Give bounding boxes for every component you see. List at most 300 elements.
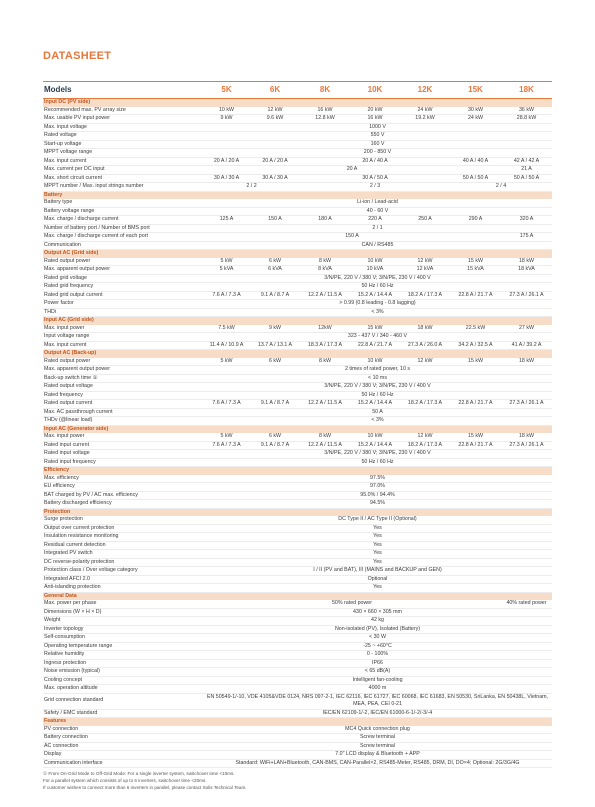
spec-row <box>43 751 552 760</box>
spec-value: 2 / 4 <box>450 183 552 192</box>
spec-value: < 30 W <box>203 634 552 643</box>
spec-value: 15 kW <box>450 258 501 266</box>
spec-label: Rated grid frequency <box>43 283 203 292</box>
spec-value: 18 kW <box>501 433 552 441</box>
spec-label: BAT charged by PV / AC max. efficiency <box>43 491 203 500</box>
section-title: Protection <box>43 508 552 516</box>
spec-label: Rated input voltage <box>43 450 203 459</box>
spec-label: Max. input power <box>43 325 203 333</box>
spec-value: 97.5% <box>203 475 552 483</box>
section-header-row <box>43 317 552 325</box>
spec-value: EN 50549-1/-10, VDE 4105&VDE 0124, NRS 097-2-1, IEC 62116, IEC 61727, IEC 60068, IEC 61683, EN 50530, SriLanka, EN 50438L, Vietnam, MEA, PEA, CEI 0-21 <box>203 693 552 709</box>
spec-value: 21 A <box>501 166 552 175</box>
spec-value: 20 A <box>203 166 501 175</box>
spec-value: IEC/EN 62109-1/-2, IEC/EN 61000-6-1/-2/-3/-4 <box>203 709 552 718</box>
spec-value: 9 kW <box>250 325 300 333</box>
spec-value: 50 Hz / 60 Hz <box>203 458 552 467</box>
spec-row <box>43 742 552 751</box>
spec-value: 160 V <box>203 140 552 149</box>
spec-row <box>43 283 552 292</box>
spec-row <box>43 734 552 743</box>
spec-value: 41 A / 39.2 A <box>501 341 552 350</box>
spec-value: 27.3 A / 26.1 A <box>501 441 552 450</box>
spec-label: Communication interface <box>43 759 203 768</box>
section-title: General Data <box>43 592 552 600</box>
spec-label: Max. efficiency <box>43 475 203 483</box>
spec-value: 18 kW <box>501 358 552 366</box>
spec-value: 9.1 A / 8.7 A <box>250 441 300 450</box>
spec-row <box>43 726 552 734</box>
spec-value: 10 kW <box>350 258 400 266</box>
spec-value: 3/N/PE, 220 V / 380 V; 3/N/PE, 230 V / 400 V <box>203 450 552 459</box>
spec-value: 2 / 2 <box>203 183 300 192</box>
spec-value: Yes <box>203 584 552 593</box>
footnote: If customer wishes to connect more than 6 inverters in parallel, please contact Solis Technical Team. <box>43 785 247 790</box>
spec-value: 5 kW <box>203 433 250 441</box>
spec-label: Max. current per DC input <box>43 166 203 175</box>
spec-row <box>43 709 552 718</box>
spec-row <box>43 333 552 342</box>
models-label: Models <box>43 82 203 99</box>
spec-value: 20 A / 20 A <box>250 157 300 166</box>
spec-table <box>43 81 552 768</box>
spec-label: Power factor <box>43 300 203 309</box>
spec-value: 10 kW <box>350 433 400 441</box>
spec-row <box>43 166 552 175</box>
spec-value: 12.8 kW <box>300 115 350 124</box>
spec-value: 8 kW <box>300 358 350 366</box>
spec-label: Grid connection standard <box>43 693 203 709</box>
spec-value: 15.2 A / 14.4 A <box>350 400 400 409</box>
spec-row <box>43 199 552 207</box>
spec-label: Max. input voltage <box>43 123 203 132</box>
spec-value: 150 A <box>250 216 300 225</box>
spec-value: 12 kW <box>400 358 450 366</box>
spec-value: 1000 V <box>203 123 552 132</box>
spec-label: Back-up switch time ① <box>43 374 203 383</box>
spec-value: 12.2 A / 11.5 A <box>300 441 350 450</box>
spec-label: Max. input power <box>43 433 203 441</box>
model-name: 6K <box>250 82 300 99</box>
spec-value: CAN / RS485 <box>203 241 552 250</box>
spec-row <box>43 450 552 459</box>
spec-label: Max. apparent output power <box>43 266 203 275</box>
spec-value: 290 A <box>450 216 501 225</box>
spec-value: 125 A <box>203 216 250 225</box>
spec-value: 250 A <box>400 216 450 225</box>
spec-value: 22.8 A / 21.7 A <box>450 291 501 300</box>
spec-value: Yes <box>203 558 552 567</box>
spec-value: 15 kVA <box>450 266 501 275</box>
spec-value: 27.3 A / 26.0 A <box>400 341 450 350</box>
spec-label: Ingress protection <box>43 659 203 668</box>
spec-row <box>43 441 552 450</box>
spec-row <box>43 115 552 124</box>
section-header-row <box>43 467 552 475</box>
spec-value: 7.6 A / 7.3 A <box>203 441 250 450</box>
spec-label: Display <box>43 751 203 760</box>
spec-value: Screw terminal <box>203 734 552 743</box>
spec-value: 22.8 A / 21.7 A <box>350 341 400 350</box>
spec-value: 18.3 A / 17.3 A <box>300 341 350 350</box>
models-header-row <box>43 82 552 99</box>
spec-label: Rated grid voltage <box>43 274 203 283</box>
spec-value: 18 kW <box>501 258 552 266</box>
spec-value: 220 A <box>350 216 400 225</box>
spec-value: 50 A / 50 A <box>501 174 552 183</box>
spec-label: Relative humidity <box>43 651 203 660</box>
spec-value: Intelligent fan-cooling <box>203 676 552 685</box>
spec-row <box>43 433 552 441</box>
spec-label: Battery type <box>43 199 203 207</box>
spec-label: EU efficiency <box>43 483 203 492</box>
spec-value: Screw terminal <box>203 742 552 751</box>
spec-value: 42 A / 42 A <box>501 157 552 166</box>
spec-value: 9 kW <box>203 115 250 124</box>
spec-row <box>43 400 552 409</box>
spec-value: 12.2 A / 11.5 A <box>300 400 350 409</box>
spec-label: Cooling concept <box>43 676 203 685</box>
spec-row <box>43 759 552 768</box>
spec-row <box>43 676 552 685</box>
spec-value: 40% rated power <box>501 600 552 608</box>
spec-value: 7.0" LCD display & Bluetooth + APP <box>203 751 552 760</box>
spec-label: Battery discharged efficiency <box>43 500 203 509</box>
spec-row <box>43 491 552 500</box>
spec-value: 7.6 A / 7.3 A <box>203 400 250 409</box>
spec-row <box>43 651 552 660</box>
spec-value: < 65 dB(A) <box>203 668 552 677</box>
spec-label: Rated output current <box>43 400 203 409</box>
spec-value: 4000 m <box>203 685 552 694</box>
spec-label: AC connection <box>43 742 203 751</box>
spec-row <box>43 408 552 417</box>
spec-value: 10 kW <box>203 107 250 115</box>
spec-row <box>43 608 552 617</box>
model-name: 5K <box>203 82 250 99</box>
spec-value: 12 kW <box>250 107 300 115</box>
spec-value: 16 kW <box>350 115 400 124</box>
spec-row <box>43 266 552 275</box>
spec-label: Integrated AFCI 2.0 <box>43 575 203 584</box>
spec-row <box>43 107 552 115</box>
section-header-row <box>43 718 552 726</box>
spec-value: 40 A / 40 A <box>450 157 501 166</box>
model-name: 12K <box>400 82 450 99</box>
spec-value: 200 - 850 V <box>203 149 552 158</box>
spec-label: Safety / EMC standard <box>43 709 203 718</box>
spec-row <box>43 383 552 392</box>
spec-value: 2 times of rated power, 10 s <box>203 366 552 375</box>
section-title: Battery <box>43 191 552 199</box>
spec-label: PV connection <box>43 726 203 734</box>
spec-value: 180 A <box>300 216 350 225</box>
spec-row <box>43 233 552 242</box>
spec-row <box>43 241 552 250</box>
footnote: ① From On-Grid Mode to Off-Grid Mode: For a single inverter system, switchover time <10ms. <box>43 771 235 776</box>
spec-value: 0 - 100% <box>203 651 552 660</box>
spec-value: 12 kVA <box>400 266 450 275</box>
spec-value: < 10 ms <box>203 374 552 383</box>
spec-row <box>43 659 552 668</box>
spec-value: 18.2 A / 17.3 A <box>400 291 450 300</box>
spec-row <box>43 642 552 651</box>
spec-value: Li-ion / Lead-acid <box>203 199 552 207</box>
spec-row <box>43 541 552 550</box>
spec-row <box>43 575 552 584</box>
spec-value: 50 A / 50 A <box>450 174 501 183</box>
spec-label: Rated voltage <box>43 132 203 141</box>
spec-value: 24 kW <box>400 107 450 115</box>
spec-value: 20 A / 20 A <box>203 157 250 166</box>
spec-value: 6 kW <box>250 358 300 366</box>
spec-value: DC Type II / AC Type II (Optional) <box>203 516 552 524</box>
spec-value: 8 kW <box>300 433 350 441</box>
spec-value: < 3% <box>203 308 552 317</box>
spec-label: MPPT number / Max. input strings number <box>43 183 203 192</box>
spec-value: 7.5 kW <box>203 325 250 333</box>
spec-value: Yes <box>203 550 552 559</box>
spec-label: Recommended max. PV array size <box>43 107 203 115</box>
spec-value: 50 A <box>203 408 552 417</box>
spec-label: Max. power per phase <box>43 600 203 608</box>
spec-value: 320 A <box>501 216 552 225</box>
spec-value: 27 kW <box>501 325 552 333</box>
spec-row <box>43 417 552 426</box>
spec-value: 30 A / 50 A <box>300 174 450 183</box>
spec-row <box>43 291 552 300</box>
spec-value: 42 kg <box>203 617 552 626</box>
spec-value: 15 kW <box>350 325 400 333</box>
model-name: 10K <box>350 82 400 99</box>
spec-value: 10 kW <box>350 358 400 366</box>
spec-value: I / II (PV and BAT), III (MAINS and BACKUP and GEN) <box>203 567 552 576</box>
spec-value: < 3% <box>203 417 552 426</box>
spec-label: Weight <box>43 617 203 626</box>
spec-label: Insulation resistance monitoring <box>43 533 203 542</box>
spec-row <box>43 341 552 350</box>
spec-value: 3/N/PE, 220 V / 380 V; 3/N/PE, 230 V / 400 V <box>203 274 552 283</box>
spec-row <box>43 668 552 677</box>
spec-label: Battery voltage range <box>43 207 203 216</box>
spec-value: 430 × 660 × 305 mm <box>203 608 552 617</box>
spec-label: Rated output power <box>43 358 203 366</box>
spec-row <box>43 617 552 626</box>
spec-value: 50 Hz / 60 Hz <box>203 391 552 400</box>
spec-value: 12 kW <box>400 433 450 441</box>
spec-label: Residual current detection <box>43 541 203 550</box>
spec-row <box>43 132 552 141</box>
section-header-row <box>43 508 552 516</box>
spec-value: 27.3 A / 26.1 A <box>501 400 552 409</box>
section-title: Output AC (Grid side) <box>43 250 552 258</box>
spec-label: Max. usable PV input power <box>43 115 203 124</box>
spec-value: 12 kW <box>400 258 450 266</box>
spec-value: 16 kW <box>300 107 350 115</box>
spec-value: 5 kVA <box>203 266 250 275</box>
spec-value: Yes <box>203 533 552 542</box>
spec-value: 3/N/PE, 220 V / 380 V; 3/N/PE, 230 V / 400 V <box>203 383 552 392</box>
spec-value: 50 Hz / 60 Hz <box>203 283 552 292</box>
section-header-row <box>43 425 552 433</box>
spec-value: 95.0% / 94.4% <box>203 491 552 500</box>
section-title: Output AC (Back-up) <box>43 350 552 358</box>
spec-value: Yes <box>203 524 552 533</box>
spec-value: Non-isolated (PV), Isolated (Battery) <box>203 625 552 634</box>
spec-label: Output over current protection <box>43 524 203 533</box>
spec-label: Number of battery port / Number of BMS port <box>43 224 203 233</box>
spec-value: 5 kW <box>203 358 250 366</box>
spec-value: Optional <box>203 575 552 584</box>
spec-value: 9.1 A / 8.7 A <box>250 400 300 409</box>
spec-value: 6 kW <box>250 258 300 266</box>
spec-row <box>43 693 552 709</box>
spec-table-body <box>43 82 552 768</box>
spec-row <box>43 308 552 317</box>
spec-label: Max. operation altitude <box>43 685 203 694</box>
spec-value: 30 A / 30 A <box>203 174 250 183</box>
section-header-row <box>43 99 552 107</box>
spec-row <box>43 558 552 567</box>
spec-label: Protection class / Over voltage category <box>43 567 203 576</box>
spec-row <box>43 157 552 166</box>
section-header-row <box>43 592 552 600</box>
spec-value: 15.2 A / 14.4 A <box>350 441 400 450</box>
spec-label: Integrated PV switch <box>43 550 203 559</box>
section-title: Efficiency <box>43 467 552 475</box>
spec-value: > 0.99 (0.8 leading - 0.8 lagging) <box>203 300 552 309</box>
spec-label: MPPT voltage range <box>43 149 203 158</box>
spec-row <box>43 224 552 233</box>
spec-label: Operating temperature range <box>43 642 203 651</box>
spec-value: 6 kW <box>250 433 300 441</box>
spec-row <box>43 634 552 643</box>
spec-label: Anti-islanding protection <box>43 584 203 593</box>
model-name: 15K <box>450 82 501 99</box>
spec-label: Rated output voltage <box>43 383 203 392</box>
footnote: For a parallel system which consists of up to 6 inverters, switchover time <20ms. <box>43 778 207 783</box>
spec-value: 20 A / 40 A <box>300 157 450 166</box>
spec-label: Rated input current <box>43 441 203 450</box>
spec-value: IP66 <box>203 659 552 668</box>
spec-value: 40 - 60 V <box>203 207 552 216</box>
section-title: Input AC (Generator side) <box>43 425 552 433</box>
spec-label: Max. charge / discharge current <box>43 216 203 225</box>
spec-row <box>43 140 552 149</box>
spec-row <box>43 391 552 400</box>
spec-label: Battery connection <box>43 734 203 743</box>
spec-label: THDv (@linear load) <box>43 417 203 426</box>
spec-label: Start-up voltage <box>43 140 203 149</box>
section-header-row <box>43 191 552 199</box>
spec-row <box>43 366 552 375</box>
model-name: 18K <box>501 82 552 99</box>
model-name: 8K <box>300 82 350 99</box>
spec-label: Input voltage range <box>43 333 203 342</box>
spec-value: 18.2 A / 17.3 A <box>400 441 450 450</box>
section-header-row <box>43 250 552 258</box>
spec-value: 550 V <box>203 132 552 141</box>
spec-label: Noise emission (typical) <box>43 668 203 677</box>
spec-label: Max. input current <box>43 341 203 350</box>
spec-value: 18 kVA <box>501 266 552 275</box>
spec-value: 175 A <box>501 233 552 242</box>
spec-row <box>43 374 552 383</box>
spec-value: 18.2 A / 17.3 A <box>400 400 450 409</box>
spec-row <box>43 325 552 333</box>
spec-value: 18 kW <box>400 325 450 333</box>
spec-value: 97.0% <box>203 483 552 492</box>
spec-value: 11.4 A / 10.9 A <box>203 341 250 350</box>
spec-value: MC4 Quick connection plug <box>203 726 552 734</box>
spec-value: 12.2 A / 11.5 A <box>300 291 350 300</box>
spec-label: Surge protection <box>43 516 203 524</box>
spec-value: 10 kVA <box>350 266 400 275</box>
spec-row <box>43 207 552 216</box>
spec-label: Rated input frequency <box>43 458 203 467</box>
spec-label: DC reverse-polarity protection <box>43 558 203 567</box>
spec-row <box>43 300 552 309</box>
spec-value: 2 / 3 <box>300 183 450 192</box>
spec-value: 2 / 1 <box>203 224 552 233</box>
spec-value: 15 kW <box>450 433 501 441</box>
spec-row <box>43 567 552 576</box>
footnotes <box>43 770 563 791</box>
spec-value: 8 kW <box>300 258 350 266</box>
spec-row <box>43 516 552 524</box>
spec-value: -25 ~ +60°C <box>203 642 552 651</box>
spec-value: 22.5 kW <box>450 325 501 333</box>
spec-value: 15.2 A / 14.4 A <box>350 291 400 300</box>
section-title: Input AC (Grid side) <box>43 317 552 325</box>
spec-label: Max. input current <box>43 157 203 166</box>
spec-label: Communication <box>43 241 203 250</box>
spec-value: 30 A / 30 A <box>250 174 300 183</box>
spec-row <box>43 524 552 533</box>
spec-row <box>43 600 552 608</box>
spec-row <box>43 358 552 366</box>
spec-row <box>43 483 552 492</box>
spec-value: 20 kW <box>350 107 400 115</box>
spec-value: 27.3 A / 26.1 A <box>501 291 552 300</box>
section-title: Input DC (PV side) <box>43 99 552 107</box>
section-header-row <box>43 350 552 358</box>
spec-value: 24 kW <box>450 115 501 124</box>
spec-value: 9.1 A / 8.7 A <box>250 291 300 300</box>
spec-row <box>43 183 552 192</box>
spec-value: 50% rated power <box>203 600 501 608</box>
spec-row <box>43 216 552 225</box>
spec-row <box>43 149 552 158</box>
page-title: DATASHEET <box>43 50 112 62</box>
spec-value: 5 kW <box>203 258 250 266</box>
spec-value: 6 kVA <box>250 266 300 275</box>
spec-label: Max. apparent output power <box>43 366 203 375</box>
spec-row <box>43 533 552 542</box>
section-title: Features <box>43 718 552 726</box>
spec-label: Rated output power <box>43 258 203 266</box>
spec-row <box>43 500 552 509</box>
spec-value: 323 - 437 V / 340 - 460 V <box>203 333 552 342</box>
spec-label: Self-consumption <box>43 634 203 643</box>
spec-row <box>43 685 552 694</box>
spec-value: 94.5% <box>203 500 552 509</box>
spec-value: 150 A <box>203 233 501 242</box>
spec-row <box>43 174 552 183</box>
spec-value: 22.8 A / 21.7 A <box>450 400 501 409</box>
spec-value: 30 kW <box>450 107 501 115</box>
spec-label: Dimensions (W × H × D) <box>43 608 203 617</box>
